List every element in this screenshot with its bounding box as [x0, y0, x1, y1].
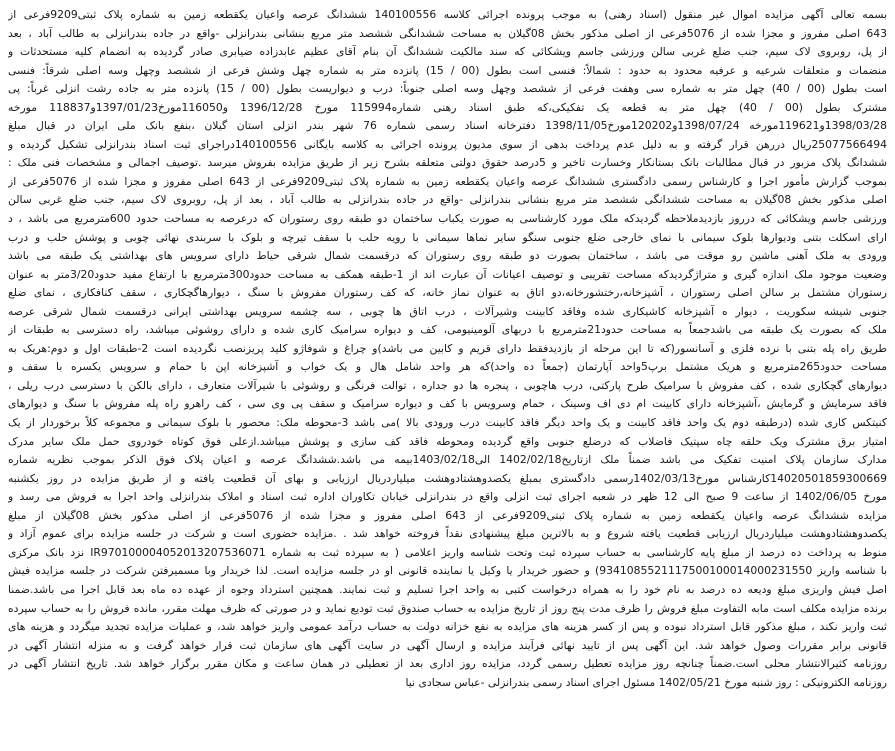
notice-text-line: 643 اصلی مفروز و مجزا شده از 5076فرعی از اصلی مذکور بخش 08گیلان به مساحت ششدانگی ششصد متر مربع بنشانی بندرانزلی -واقع در جاده بندرانزلی به طالب آباد ، بعد [8, 26, 887, 40]
notice-text-line: منوط به پرداخت ده درصد از مبلغ پایه کارشناسی به حساب سپرده ثبت وتحت شناسه واریز اعلامی ( به سپرده ثبت به شماره IR970100004052013207536071 نزد بانک مرکزی [8, 545, 887, 559]
notice-text-line: بموجب گزارش مأمور اجرا و کارشناس رسمی دادگستری ششدانگ عرصه واعیان یکقطعه زمین به شماره پلاک ثبتی9209فرعی از 643 اصلی مفروز و مجزا شده از 5076فرعی از [8, 174, 887, 188]
notice-text-line: 14020501859300669کارشناس مورخ1402/03/13رسمی دادگستری بمبلغ یکصدوهشتادوهشت میلیاردریال ارزیابی و بهای آن قطعیت یافته و از طریق مزایده در روز یکشنبه [8, 471, 887, 485]
notice-text-line: ثبت واریز نکند ، مبلغ مذکور قابل استرداد نبوده و پس از کسر هزینه های مزایده به نفع خزانه دولت به حساب درآمد عمومی واریز خواهد شد، و عملیات مزایده تجدید میگردد و هزینه های [8, 620, 887, 634]
notice-text-line: روزنامه کثیرالانتشار محلی است.ضمناً چنانچه روز مزایده تعطیل رسمی گردد، مزایده روز اداری بعد از تعطیلی در همان ساعت و مکان مقرر برگزار خواهد شد. تاریخ انتشار آگهی در [8, 657, 887, 671]
notice-text-line: ششدانگ پلاک مزبور در قبال مطالبات بانک بستانکار وخسارت تاخیر و 5درصد حقوق دولتی متعلقه بشرح زیر از طریق مزایده بفروش میرسد .توصیف اجمالی و مشخصات فنی ملک : [8, 156, 887, 170]
notice-text-line: 1398/03/28و119621مورخه 1398/07/24و120202مورخ1398/11/05 دفترخانه اسناد رسمی شماره 76 شهر بندر انزلی استان گیلان ،بنفع بانک ملی ایران در قبال مبلغ [8, 119, 887, 133]
notice-text-line: برنده مزایده مکلف است مابه التفاوت مبلغ فروش را ظرف مدت پنج روز از تاریخ مزایده به حساب صندوق ثبت توديع نمايد و در صورتی که ظرف مهلت مقرر، مانده فروش را به حساب سپرده [8, 601, 887, 615]
notice-text-line: ورزشی جاسم ویشکائی که درروز بازدیدملاحظه گردیدکه ملک مورد کارشناسی به صورت یکباب ساختمان دو طبقه روی رستوران که درعرصه به مساحت حدود 600مترمربع می باشد ، د [8, 212, 887, 226]
notice-text-line: اصلی مذکور بخش 08گیلان به مساحت ششدانگی ششصد متر مربع بنشانی بندرانزلی -واقع در جاده بندرانزلی به طالب آباد ، بعد از پل، روبروی لاک سیم، جنب ضلع غربی سالن [8, 193, 887, 207]
notice-text-line: ملک که بصورت یک طبقه می باشدجمعاً به مساحت حدود21مترمربع با دربهای آلومینیومی، کف و دیواره سرامیک کاری شده و دارای روشوئی میباشد، راه دسترسی به طبقات از [8, 323, 887, 337]
notice-text-line: کنیتکس کاری شده (درطبقه دوم یک واحد فاقد کابینت و یک واحد دیگر فاقد کابینت درب ورودی بالا )می باشد 3-محوطه ملک: محصور با بلوک سیمانی و مجموعه کلاً برخوردار از یک [8, 416, 887, 430]
notice-text-line: روزنامه الکترونیکی : روز شنبه مورخ 1402/05/21 مسئول اجرای اسناد رسمی بندرانزلی -عباس سجادی نیا [405, 675, 887, 689]
notice-text-line: رستوران مشتمل بر سالن اصلی رستوران ، آشپزخانه،رختشورخانه،دو اتاق به عنوان نماز خانه، که کف رستوران مفروش با سنگ ، دیوارهاگچکاری ، سقف کنافکاری ، نمای ضلع [8, 286, 887, 300]
notice-text-line: طریق راه پله بتنی با نرده فلزی و آسانسور(که تا این مرحله از بازدیدفقط دارای قریم و کابین می باشد)و چراغ و شوفاژو کلید پریزنصب نگردیده است 2-طبقات اول و دوم:هریک به [8, 341, 887, 355]
notice-text-line: دیوارهای گچکاری شده ، کف مفروش با سرامیک طرح پارکتی، درب هاچوبی ، پنجره ها دو جداره ، توالت فرنگی و روشوئی با شیرآلات متعارف ، دارای بالکن با دسترسی درب ریلی ، [8, 378, 887, 392]
notice-text-line: جنوبی شیشه سکوریت ، دیوار ه آشپزخانه کاشیکاری شده وفاقد کابینت وشیرآلات ، درب اتاق ها چوبی ، سه چشمه سرویس بهداشتی ایرانی درقسمت شمال شرقی عرصه [8, 304, 887, 318]
notice-text-line: یکصدوهشتادوهشت میلیاردریال ارزیابی قطعیت یافته شروع و به بالاترین مبلغ پیشنهادی نقداً فروخته خواهد شد . .مزایده حضوری است و شرکت در جلسه مزایده برای عموم آزاد و [8, 527, 887, 541]
notice-text-line: مدارک سازمان پلاک امنیت تفکیک می باشد ضمناً ملک ازتاریخ1402/02/18 الی1403/02/18بیمه می باشد.ششدانگ عرصه و اعیان پلاک فوق الذکر بموجب نظریه شماره [8, 453, 887, 467]
notice-text-line: است بطول (00 / 40) چهل متر به شماره سی وهفت فرعی از ششصد وچهل وسه اصلی جنوباً: درب و دیواریست بطول (00 / 15) پانزده متر به جاده رشت انزلی غرباً: پی [8, 82, 887, 96]
notice-text-line: با شناسه واریز 9341085521117500100014000231550) و حضور خریدار یا وکیل یا نماینده قانونی او در جلسه مزایده است. لذا خریدار وبا مسمیرفتن شرکت در جلسه مزایده فیش [8, 564, 887, 578]
notice-text-line: اصل فیش واریزی مبلغ ودیعه ده درصد به نام خود را به همراه درخواست کتبی به واحد اجرا تسلیم و ثبت نمایند. همچنین استرداد وجوه از عهده ده ماه بعد قابل اجرا می باشد.ضمنا [8, 582, 887, 596]
notice-text-line: ارای اسکلت بتنی ودیوارها بلوک سیمانی با نمای خارجی ضلع جنوبی سنگو سایر نماها سیمانی با رویه حلب با سقف تیرچه و بلوک با سربندی نهائی چوبی و پوشش حلب و درب [8, 230, 887, 244]
notice-text-line: مورخ 1402/06/05 از ساعت 9 صبح الی 12 ظهر در شعبه اجرای ثبت انزلی واقع در بندرانزلی خیابان تکاوران اداره ثبت اسناد و املاک بندرانزلی واحد اجرا به فروش می رسد و [8, 490, 887, 504]
notice-text-line: وضعیت موجود ملک اندازه گیری و متراژگردیدکه مساحت تقریبی و توصیف اعیانات آن عبارت اند از 1-طبقه همکف به مساحت حدود300مترمربع با ارتفاع مفید حدود3/20متر به عنوان [8, 267, 887, 281]
notice-text-line: منضمات و متعلقات شرعیه و عرفیه محدود به حدود : شمالاً: فنسی است بطول (00 / 15) پانزده متر به شماره چهل وشش فرعی از ششصد وچهل وسه اصلی شرقاً: فنسی [8, 63, 887, 77]
notice-text-line: مشترک بطول (00 / 40) چهل متر به قطعه یک تفکیکی،که طبق اسناد رهنی شماره115994 مورخ 1396/12/28 و116050مورخ1397/01/23و118837 مورخه [8, 100, 887, 114]
notice-text-line: بسمه تعالی آگهی مزایده اموال غیر منقول (اسناد رهنی) به موجب پرونده اجرائی کلاسه 140100556 ششدانگ عرصه واعیان یکقطعه زمین به شماره پلاک ثبتی9209فرعی از [8, 8, 887, 21]
notice-text-line: قانونی برابر مقررات وصول خواهد شد. این آگهی پس از تایید نهائی فرآیند مزایده و ارسال آگهی در سایت آگهی های سازمان ثبت قرار خواهد گرفت و به منزله انتشار آگهی در [8, 638, 887, 652]
notice-text-line: از پل، روبروی لاک سیم، جنب ضلع غربی سالن ورزشی جاسم ویشکائی که سند مالکیت ششدانگ آن بنام آقای عظیم عابدزاده ضیابری صادر گردیده به انضمام کلیه مستحدثات و [8, 45, 887, 59]
notice-text-line: مساحت حدود265مترمربع و هریک مشتمل برپ5واحد آپارتمان (جمعاً ده واحد)که هر واحد شامل هال و یک خواب و آشپزخانه اپن با حمام و سرویس یکسره با سقف و [8, 360, 887, 374]
notice-text-line: مزایده ششدانگ عرصه واعیان یکقطعه زمین به شماره پلاک ثبتی9209فرعی از 643 اصلی مفروز و مجزا شده از 5076فرعی از اصلی مذکور بخش 08گیلان از مبلغ [8, 508, 887, 522]
notice-text-line: 25077566494ریال دررهن قرار گرفته و به دلیل عدم پرداخت بدهی از سوی مدیون پرونده اجرائی به کلاسه بایگانی 140100556دراجرای ثبت اسناد بندرانزلی تشکیل گردیده و [8, 137, 887, 151]
notice-text-line: فاقد سرمایش و گرمایش ،آشپزخانه دارای کابینت ام دی اف وسینک ، حمام وسرویس با کف و دیواره سرامیک و سقف پی وی سی ، کف راهرو راه پله مفروش با سنگ و دیوارهای [8, 397, 887, 411]
notice-text-line: ورودی به ملک آهنی ماشین رو موقت می باشد ، ساختمان بصورت دو طبقه روی رستوران که درقسمت شمال شرقی حیاط دارای سرویس های بهداشتی یک طبقه می باشد [8, 249, 887, 263]
notice-text-line: امتیاز برق مشترک ویک حلقه چاه سپتیک فاضلاب که درضلع جنوبی واقع گردیده ومحوطه فاقد کف سازی و پوشش میباشد.ازعلی فوق کوتاه خودروی حمل ملک سایر مدرک [8, 434, 887, 448]
